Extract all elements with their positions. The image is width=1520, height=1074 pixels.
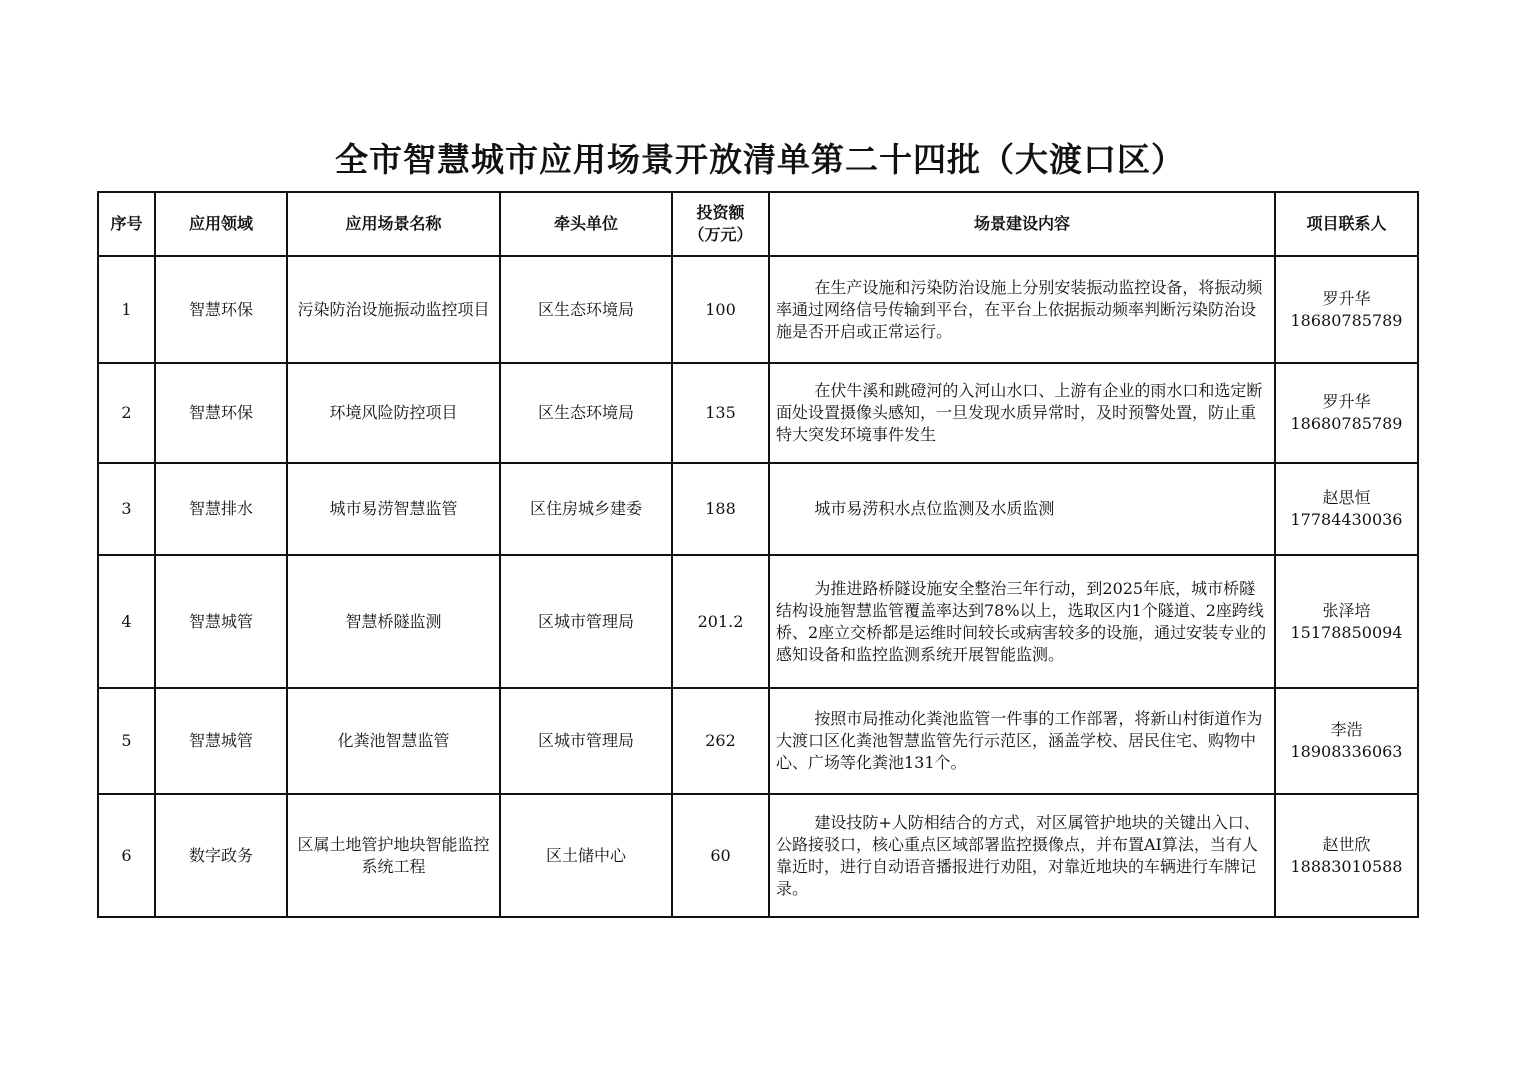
header-content: 场景建设内容 — [769, 192, 1275, 256]
cell-seq: 1 — [98, 256, 155, 363]
cell-scene-name: 区属土地管护地块智能监控系统工程 — [287, 794, 500, 917]
cell-contact — [1275, 794, 1418, 917]
table-row — [98, 256, 1418, 363]
contact-phone: 18908336063 — [1290, 742, 1403, 761]
cell-seq: 5 — [98, 688, 155, 794]
cell-contact — [1275, 256, 1418, 363]
cell-content: 为推进路桥隧设施安全整治三年行动，到2025年底，城市桥隧结构设施智慧监管覆盖率达到78%以上，选取区内1个隧道、2座跨线桥、2座立交桥都是运维时间较长或病害较多的设施，通过安装专业的感知设备和监控监测系统开展智能监测。 — [769, 555, 1275, 688]
cell-lead-unit: 区生态环境局 — [500, 256, 672, 363]
contact-name: 赵世欣 — [1322, 834, 1371, 854]
page-title: 全市智慧城市应用场景开放清单第二十四批（大渡口区） — [335, 140, 1185, 179]
cell-lead-unit: 区生态环境局 — [500, 363, 672, 463]
cell-contact — [1275, 688, 1418, 794]
cell-investment: 60 — [672, 794, 769, 917]
header-investment — [672, 192, 769, 256]
cell-seq: 6 — [98, 794, 155, 917]
header-seq: 序号 — [98, 192, 155, 256]
header-lead-unit: 牵头单位 — [500, 192, 672, 256]
cell-lead-unit: 区城市管理局 — [500, 555, 672, 688]
cell-investment: 188 — [672, 463, 769, 555]
table-row — [98, 363, 1418, 463]
cell-investment: 135 — [672, 363, 769, 463]
contact-name: 罗升华 — [1322, 392, 1371, 411]
cell-lead-unit: 区土储中心 — [500, 794, 672, 917]
cell-content: 建设技防+人防相结合的方式，对区属管护地块的关键出入口、公路接驳口，核心重点区域部署监控摄像点，并布置AI算法，当有人靠近时，进行自动语音播报进行劝阻，对靠近地块的车辆进行车牌记录。 — [769, 794, 1275, 917]
contact-name: 赵思恒 — [1322, 488, 1371, 507]
table-header-row — [98, 192, 1418, 256]
cell-scene-name: 化粪池智慧监管 — [287, 688, 500, 794]
cell-domain: 智慧城管 — [155, 688, 287, 794]
cell-contact — [1275, 463, 1418, 555]
contact-phone: 18680785789 — [1290, 310, 1403, 330]
cell-domain: 数字政务 — [155, 794, 287, 917]
cell-domain: 智慧排水 — [155, 463, 287, 555]
contact-phone: 17784430036 — [1290, 510, 1403, 529]
cell-domain: 智慧城管 — [155, 555, 287, 688]
contact-name: 罗升华 — [1322, 288, 1371, 308]
contact-name: 李浩 — [1330, 720, 1363, 739]
table-row — [98, 794, 1418, 917]
cell-investment: 201.2 — [672, 555, 769, 688]
cell-content: 按照市局推动化粪池监管一件事的工作部署，将新山村街道作为大渡口区化粪池智慧监管先行示范区，涵盖学校、居民住宅、购物中心、广场等化粪池131个。 — [769, 688, 1275, 794]
header-domain: 应用领域 — [155, 192, 287, 256]
cell-content: 在生产设施和污染防治设施上分别安装振动监控设备，将振动频率通过网络信号传输到平台，在平台上依据振动频率判断污染防治设施是否开启或正常运行。 — [769, 256, 1275, 363]
header-scene-name: 应用场景名称 — [287, 192, 500, 256]
contact-phone: 18680785789 — [1290, 414, 1403, 433]
cell-scene-name: 污染防治设施振动监控项目 — [287, 256, 500, 363]
cell-domain: 智慧环保 — [155, 363, 287, 463]
cell-seq: 3 — [98, 463, 155, 555]
table-row — [98, 463, 1418, 555]
cell-scene-name: 城市易涝智慧监管 — [287, 463, 500, 555]
header-investment-unit: （万元） — [688, 225, 753, 244]
header-investment-label: 投资额 — [696, 203, 745, 222]
cell-seq: 2 — [98, 363, 155, 463]
cell-contact — [1275, 555, 1418, 688]
contact-name: 张泽培 — [1322, 600, 1371, 620]
contact-phone: 15178850094 — [1290, 622, 1403, 642]
cell-seq: 4 — [98, 555, 155, 688]
contact-phone: 18883010588 — [1290, 856, 1403, 876]
cell-investment: 100 — [672, 256, 769, 363]
scenario-table — [97, 191, 1419, 918]
cell-content: 城市易涝积水点位监测及水质监测 — [769, 463, 1275, 555]
cell-contact — [1275, 363, 1418, 463]
cell-lead-unit: 区城市管理局 — [500, 688, 672, 794]
cell-scene-name: 智慧桥隧监测 — [287, 555, 500, 688]
cell-domain: 智慧环保 — [155, 256, 287, 363]
cell-lead-unit: 区住房城乡建委 — [500, 463, 672, 555]
table-row — [98, 555, 1418, 688]
cell-scene-name: 环境风险防控项目 — [287, 363, 500, 463]
cell-investment: 262 — [672, 688, 769, 794]
cell-content: 在伏牛溪和跳磴河的入河山水口、上游有企业的雨水口和选定断面处设置摄像头感知，一旦发现水质异常时，及时预警处置，防止重特大突发环境事件发生 — [769, 363, 1275, 463]
table-row — [98, 688, 1418, 794]
header-contact: 项目联系人 — [1275, 192, 1418, 256]
